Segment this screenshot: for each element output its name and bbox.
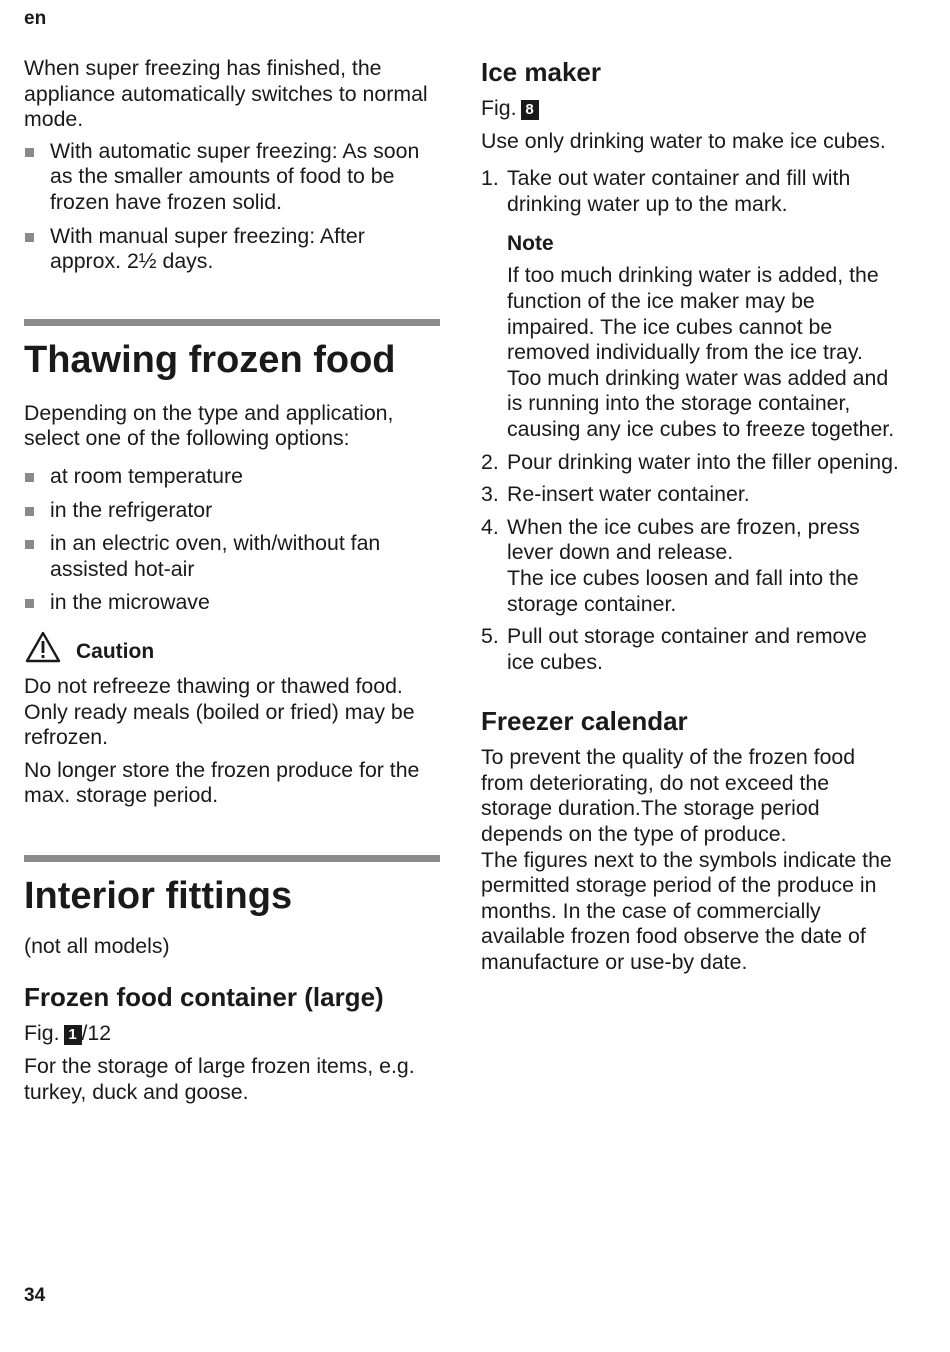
- square-bullet-icon: [25, 599, 34, 608]
- interior-subtitle: (not all models): [24, 933, 170, 958]
- figure-reference: Fig. 1 /12: [24, 1021, 112, 1046]
- list-item: With manual super freezing: After approx. 2½ days.: [24, 224, 440, 275]
- section-title-thawing: Thawing frozen food: [24, 338, 396, 381]
- note-block: [507, 231, 899, 442]
- figure-number-badge: 1: [64, 1025, 82, 1045]
- list-item: 1. Take out water container and fill with drinking water up to the mark. Note If too much drinking water is added, the function of the ice maker may be impaired. The ice cubes cannot be removed individually from the ice tray. Too much drinking water was added and is running into the storage container, causing any ice cubes to freeze together.: [481, 166, 899, 442]
- caution-title: Caution: [76, 639, 155, 663]
- container-title: Frozen food container (large): [24, 982, 384, 1013]
- square-bullet-icon: [25, 233, 34, 242]
- list-item: 5. Pull out storage container and remove ice cubes.: [481, 624, 867, 674]
- warning-triangle-icon: [24, 630, 62, 664]
- square-bullet-icon: [25, 473, 34, 482]
- ice-maker-title: Ice maker: [481, 57, 601, 87]
- thawing-intro: Depending on the type and application, select one of the following options:: [24, 400, 394, 451]
- ice-maker-intro: Use only drinking water to make ice cubes.: [481, 128, 886, 153]
- square-bullet-icon: [25, 540, 34, 549]
- ice-maker-steps: [481, 166, 899, 675]
- caution-text-storage: No longer store the frozen produce for the max. storage period.: [24, 757, 420, 808]
- section-divider: [24, 319, 440, 326]
- note-text: If too much drinking water is added, the function of the ice maker may be impaired. The ice cubes cannot be removed individually from the ice tray. Too much drinking water was added and is running into the storage container, causing any ice cubes to freeze together.: [507, 263, 895, 441]
- left-column: [24, 56, 440, 1105]
- super-freezing-list: [24, 139, 440, 275]
- page-number: 34: [24, 1285, 46, 1306]
- container-text: For the storage of large frozen items, e.g. turkey, duck and goose.: [24, 1054, 415, 1104]
- section-title-interior: Interior fittings: [24, 874, 293, 917]
- caution-text: Do not refreeze thawing or thawed food. Only ready meals (boiled or fried) may be refrozen.: [24, 673, 415, 750]
- list-item: in the refrigerator: [24, 498, 440, 524]
- list-item: 2. Pour drinking water into the filler opening.: [481, 449, 899, 474]
- section-divider: [24, 855, 440, 862]
- square-bullet-icon: [25, 148, 34, 157]
- figure-reference: Fig. 8: [481, 96, 899, 122]
- super-freezing-end-text: When super freezing has finished, the appliance automatically switches to normal mode.: [24, 56, 428, 132]
- list-item: 3. Re-insert water container.: [481, 482, 750, 507]
- list-item: 4. When the ice cubes are frozen, press lever down and release. The ice cubes loosen and fall into the storage container.: [481, 515, 899, 617]
- caution-heading: [24, 630, 440, 664]
- note-title: Note: [507, 232, 554, 256]
- freezer-calendar-text: To prevent the quality of the frozen food from deteriorating, do not exceed the storage duration.The storage period depends on the type of produce.: [481, 745, 856, 847]
- thawing-options-list: [24, 464, 440, 616]
- list-item: With automatic super freezing: As soon as the smaller amounts of food to be frozen have frozen solid.: [24, 139, 440, 216]
- list-item: in an electric oven, with/without fan assisted hot-air: [24, 531, 440, 582]
- language-label: en: [24, 8, 47, 29]
- step-result-text: The ice cubes loosen and fall into the storage container.: [507, 565, 859, 616]
- freezer-calendar-title: Freezer calendar: [481, 706, 688, 737]
- freezer-calendar-text-2: The figures next to the symbols indicate the permitted storage period of the produce in months. In the case of commercially available frozen food observe the date of manufacture or use-by date.: [481, 847, 892, 975]
- right-column: [481, 56, 899, 976]
- square-bullet-icon: [25, 507, 34, 516]
- list-item: at room temperature: [24, 464, 440, 490]
- list-item: in the microwave: [24, 590, 440, 616]
- figure-number-badge: 8: [521, 100, 539, 120]
